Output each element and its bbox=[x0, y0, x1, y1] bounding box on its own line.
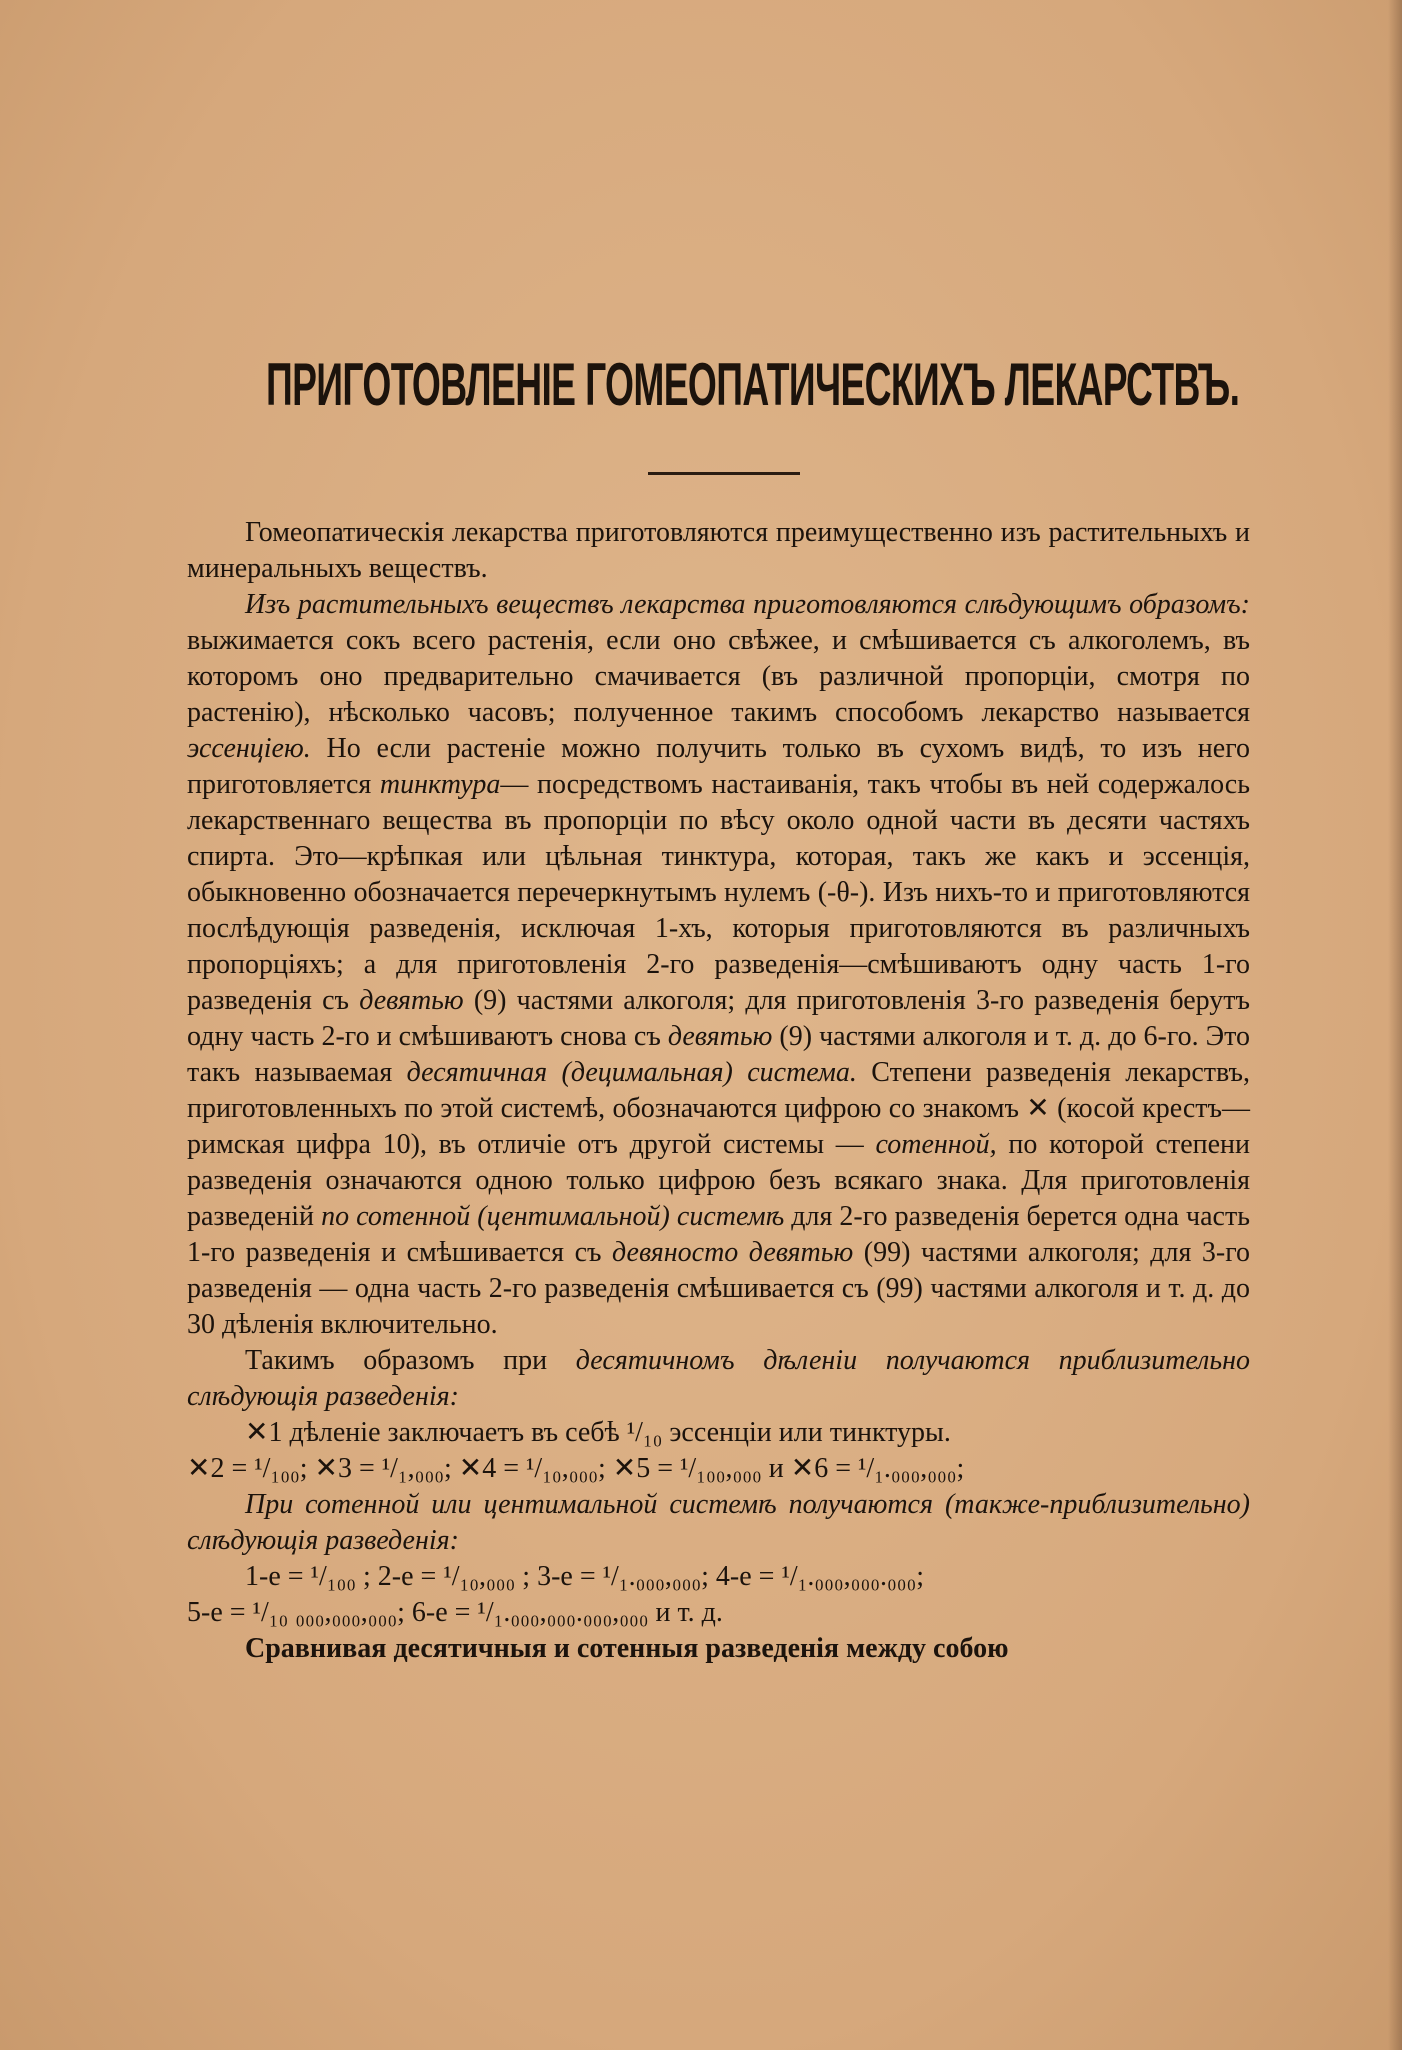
italic-phrase: эссенціею. bbox=[187, 733, 311, 764]
italic-phrase: девятью bbox=[667, 1021, 773, 1052]
paragraph-4: При сотенной или центимальной системѣ получаются (также-приблизительно) слѣдующія разведенія: bbox=[187, 1489, 1250, 1556]
italic-phrase: девятью bbox=[359, 985, 464, 1016]
text-run: для 2-го разведенія берется одна часть 1-го разведенія и смѣшивается съ bbox=[187, 1201, 1250, 1268]
paragraph-3 bbox=[187, 1343, 1250, 1415]
text-run: Такимъ образомъ при bbox=[245, 1345, 576, 1376]
paragraph-1: Гомеопатическія лекарства приготовляются преимущественно изъ растительныхъ и минеральныхъ веществъ. bbox=[187, 517, 1250, 584]
text-run: (99) частями алкоголя; для 3-го разведенія — одна часть 2-го разведенія смѣшивается съ (99) частями алкоголя и т. д. до 30 дѣленія включительно. bbox=[187, 1237, 1250, 1340]
formula-line-centesimal-2: 5-е = ¹/₁₀ ₀₀₀,₀₀₀,₀₀₀; 6-е = ¹/₁.₀₀₀,₀₀₀.₀₀₀,₀₀₀ и т. д. bbox=[187, 1597, 723, 1628]
text-run: Но если растеніе можно получить только въ сухомъ видѣ, то изъ него приготовляется bbox=[187, 733, 1250, 800]
text-run: Степени разведенія лекарствъ, приготовленныхъ по этой системѣ, обозначаются цифрою со знакомъ ✕ (косой крестъ—римская цифра 10), въ отличіе отъ другой системы — bbox=[187, 1057, 1250, 1160]
paragraph-2 bbox=[187, 587, 1250, 1343]
text-run: выжимается сокъ всего растенія, если оно свѣжее, и смѣшивается съ алкоголемъ, въ которомъ оно предварительно смачивается (въ различной пропорціи, смотря по растенію), нѣсколько часовъ; полученное такимъ способомъ лекарство называется bbox=[187, 625, 1250, 728]
text-run: (9) частями алкоголя; для приготовленія 3-го разведенія берутъ одну часть 2-го и смѣшиваютъ снова съ bbox=[187, 985, 1250, 1052]
body-text bbox=[187, 515, 1250, 1667]
formula-line-decimal-2: ✕2 = ¹/₁₀₀; ✕3 = ¹/₁,₀₀₀; ✕4 = ¹/₁₀,₀₀₀; ✕5 = ¹/₁₀₀,₀₀₀ и ✕6 = ¹/₁.₀₀₀,₀₀₀; bbox=[187, 1453, 965, 1484]
italic-phrase: тинктура bbox=[379, 769, 501, 800]
italic-phrase: сотенной, bbox=[875, 1129, 997, 1160]
text-run: — посредствомъ настаиванія, такъ чтобы въ ней содержалось лекарственнаго вещества въ пропорціи по вѣсу около одной части въ десяти частяхъ спирта. Это—крѣпкая или цѣльная тинктура, которая, такъ же какъ и эссенція, обыкновенно обозначается перечеркнутымъ нулемъ (-θ-). Изъ нихъ-то и приготовляются послѣдующія разведенія, исключая 1-хъ, которыя приготовляются въ различныхъ пропорціяхъ; а для приготовленія 2-го разведенія—смѣшиваютъ одну часть 1-го разведенія съ bbox=[187, 769, 1250, 1016]
page-edge-shadow bbox=[1388, 0, 1402, 2050]
italic-phrase: десятичномъ дѣленіи получаются приблизительно слѣдующія разведенія: bbox=[187, 1345, 1250, 1412]
italic-phrase: девяносто девятью bbox=[612, 1237, 854, 1268]
italic-phrase: десятичная (децимальная) система. bbox=[406, 1057, 857, 1088]
paragraph-5: Сравнивая десятичныя и сотенныя разведенія между собою bbox=[245, 1633, 1009, 1664]
formula-line-decimal-1: ✕1 дѣленіе заключаетъ въ себѣ ¹/₁₀ эссенціи или тинктуры. bbox=[245, 1417, 951, 1448]
text-run: (9) частями алкоголя и т. д. до 6-го. Это такъ называемая bbox=[187, 1021, 1251, 1088]
text-run: по которой степени разведенія означаются одною только цифрою безъ всякаго знака. Для приготовленія разведеній bbox=[187, 1129, 1250, 1232]
formula-line-centesimal-1: 1-е = ¹/₁₀₀ ; 2-е = ¹/₁₀,₀₀₀ ; 3-е = ¹/₁.₀₀₀,₀₀₀; 4-е = ¹/₁.₀₀₀,₀₀₀.₀₀₀; bbox=[245, 1561, 925, 1592]
italic-phrase: по сотенной (центимальной) системѣ bbox=[321, 1201, 785, 1232]
italic-phrase: Изъ растительныхъ веществъ лекарства приготовляются слѣдующимъ образомъ: bbox=[245, 589, 1250, 620]
title-rule bbox=[648, 472, 800, 475]
page-title: ПРИГОТОВЛЕНІЕ ГОМЕОПАТИЧЕСКИХЪ ЛЕКАРСТВЪ. bbox=[266, 351, 1240, 418]
